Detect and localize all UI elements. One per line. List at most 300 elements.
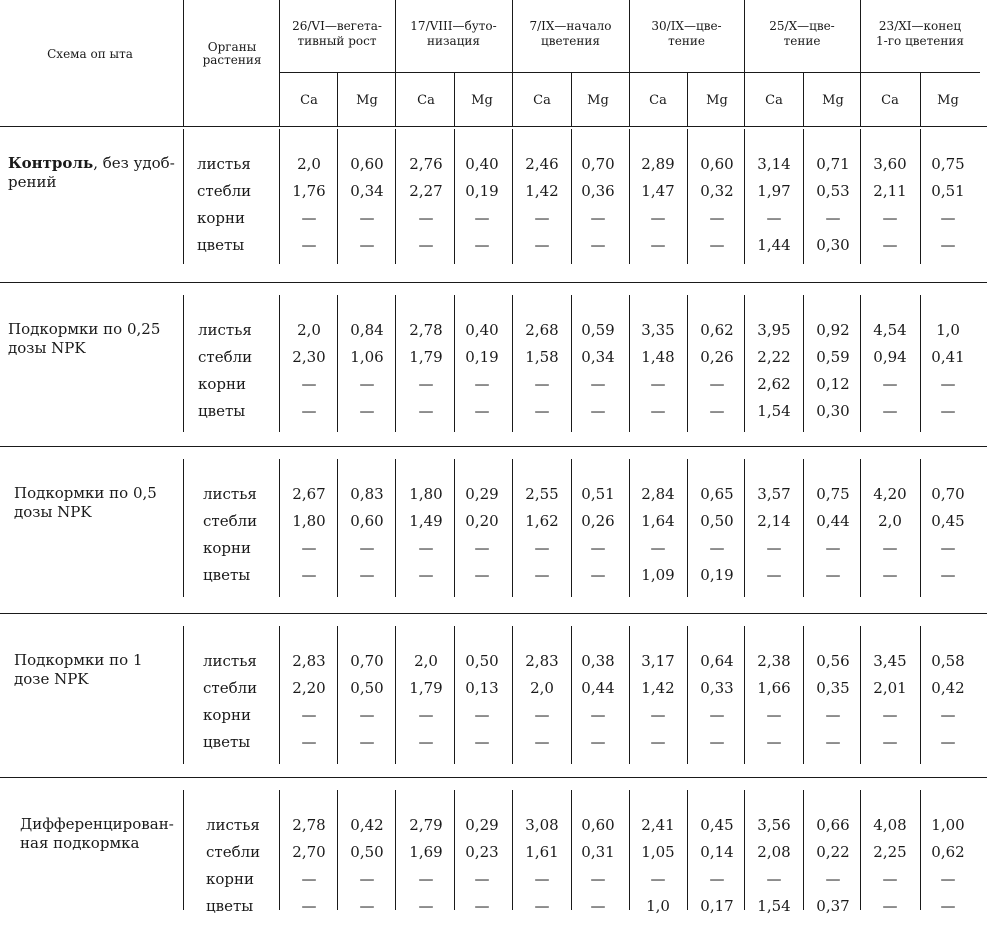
table-cell: —: [766, 539, 782, 557]
table-cell: —: [709, 870, 725, 888]
table-cell: 0,23: [465, 843, 499, 861]
table-cell: —: [534, 706, 550, 724]
table-cell: 2,84: [641, 485, 675, 503]
organ-label: цветы: [206, 897, 254, 915]
group-vline: [920, 459, 921, 597]
table-cell: 2,0: [297, 321, 321, 339]
table-cell: —: [418, 706, 434, 724]
table-cell: —: [590, 402, 606, 420]
table-cell: 1,80: [292, 512, 326, 530]
table-cell: 2,0: [414, 652, 438, 670]
table-cell: —: [359, 897, 375, 915]
group-vline: [803, 129, 804, 264]
group-vline: [744, 129, 745, 264]
header-vline: [629, 0, 630, 126]
mg-subheader: Mg: [356, 93, 378, 108]
table-cell: 0,92: [816, 321, 850, 339]
table-cell: —: [590, 566, 606, 584]
table-cell: 0,45: [931, 512, 965, 530]
group-vline: [279, 626, 280, 764]
table-cell: 0,75: [931, 155, 965, 173]
group-vline: [395, 129, 396, 264]
table-cell: 0,42: [350, 816, 384, 834]
table-cell: 1,79: [409, 679, 443, 697]
organ-label: стебли: [198, 348, 253, 366]
group-divider: [0, 613, 987, 614]
table-cell: —: [766, 566, 782, 584]
table-cell: —: [474, 375, 490, 393]
organ-label: цветы: [203, 733, 251, 751]
organ-label: цветы: [197, 236, 245, 254]
group-vline: [454, 626, 455, 764]
table-cell: —: [882, 897, 898, 915]
scheme-label-text: Подкормки по 0,25: [8, 320, 161, 338]
group-vline: [279, 129, 280, 264]
header-vline: [860, 0, 861, 126]
table-cell: 3,08: [525, 816, 559, 834]
group-vline: [744, 790, 745, 910]
table-cell: —: [474, 209, 490, 227]
table-cell: —: [882, 733, 898, 751]
organ-label: корни: [203, 539, 252, 557]
group-vline: [744, 295, 745, 432]
table-cell: 2,25: [873, 843, 907, 861]
organ-label: листья: [197, 155, 251, 173]
table-cell: 2,67: [292, 485, 326, 503]
group-vline: [629, 790, 630, 910]
group-vline: [183, 459, 184, 597]
header-vline: [279, 0, 280, 126]
ca-subheader: Ca: [300, 93, 318, 108]
scheme-label-text: Подкормки по 1: [14, 651, 143, 669]
table-cell: —: [825, 733, 841, 751]
period-header-line2: тение: [668, 34, 705, 48]
table-cell: —: [590, 539, 606, 557]
table-cell: —: [534, 539, 550, 557]
table-cell: 0,70: [350, 652, 384, 670]
table-cell: 3,35: [641, 321, 675, 339]
table-cell: 1,61: [525, 843, 559, 861]
table-cell: 1,44: [757, 236, 791, 254]
table-cell: 0,40: [465, 155, 499, 173]
scheme-label: [14, 484, 157, 503]
table-cell: 0,59: [581, 321, 615, 339]
table-cell: —: [474, 539, 490, 557]
table-cell: 0,22: [816, 843, 850, 861]
table-cell: —: [650, 209, 666, 227]
table-cell: —: [359, 566, 375, 584]
table-cell: 0,62: [700, 321, 734, 339]
period-header-line1: 17/VIII—буто-: [410, 19, 497, 33]
table-cell: 1,00: [931, 816, 965, 834]
table-cell: —: [766, 733, 782, 751]
table-cell: —: [825, 539, 841, 557]
table-cell: 0,58: [931, 652, 965, 670]
table-cell: —: [418, 375, 434, 393]
table-cell: 0,56: [816, 652, 850, 670]
mg-subheader: Mg: [471, 93, 493, 108]
table-cell: 3,14: [757, 155, 791, 173]
table-cell: —: [650, 539, 666, 557]
table-cell: 0,50: [350, 679, 384, 697]
table-cell: —: [825, 209, 841, 227]
table-cell: 0,83: [350, 485, 384, 503]
table-cell: —: [534, 402, 550, 420]
table-cell: 0,26: [700, 348, 734, 366]
header-vline: [744, 0, 745, 126]
table-cell: —: [359, 375, 375, 393]
group-vline: [687, 129, 688, 264]
table-cell: 2,27: [409, 182, 443, 200]
table-cell: —: [534, 733, 550, 751]
table-cell: 2,55: [525, 485, 559, 503]
organ-label: стебли: [203, 512, 258, 530]
table-cell: 1,80: [409, 485, 443, 503]
table-cell: 0,32: [700, 182, 734, 200]
table-cell: 0,36: [581, 182, 615, 200]
table-cell: —: [590, 375, 606, 393]
organ-label: стебли: [203, 679, 258, 697]
table-cell: 1,58: [525, 348, 559, 366]
ca-subheader: Ca: [649, 93, 667, 108]
table-cell: 2,70: [292, 843, 326, 861]
table-cell: —: [418, 402, 434, 420]
scheme-header: Схема оп ыта: [47, 47, 133, 61]
table-cell: —: [474, 402, 490, 420]
group-vline: [395, 790, 396, 910]
group-vline: [571, 129, 572, 264]
header-vline: [571, 72, 572, 126]
table-cell: 0,59: [816, 348, 850, 366]
group-vline: [860, 790, 861, 910]
table-cell: 1,09: [641, 566, 675, 584]
table-cell: 2,78: [292, 816, 326, 834]
table-cell: —: [650, 706, 666, 724]
header-vline: [803, 72, 804, 126]
table-cell: 0,33: [700, 679, 734, 697]
table-cell: 1,0: [936, 321, 960, 339]
scheme-label-text: , без удоб-: [93, 154, 175, 172]
table-cell: —: [882, 706, 898, 724]
group-vline: [454, 295, 455, 432]
scheme-label-line2: рений: [8, 173, 57, 191]
ca-subheader: Ca: [417, 93, 435, 108]
table-cell: 2,0: [297, 155, 321, 173]
table-cell: —: [418, 897, 434, 915]
table-cell: —: [418, 566, 434, 584]
ca-subheader: Ca: [765, 93, 783, 108]
table-cell: —: [359, 733, 375, 751]
table-cell: —: [882, 236, 898, 254]
table-cell: —: [418, 870, 434, 888]
table-cell: —: [534, 236, 550, 254]
table-cell: 2,0: [878, 512, 902, 530]
table-cell: 1,62: [525, 512, 559, 530]
period-header-line2: тивный рост: [297, 34, 377, 48]
table-cell: 2,01: [873, 679, 907, 697]
table-cell: 2,83: [525, 652, 559, 670]
group-vline: [279, 459, 280, 597]
table-cell: —: [590, 870, 606, 888]
group-vline: [803, 626, 804, 764]
table-cell: 0,30: [816, 236, 850, 254]
table-cell: 1,66: [757, 679, 791, 697]
group-vline: [454, 790, 455, 910]
group-vline: [183, 790, 184, 910]
table-cell: 2,11: [873, 182, 907, 200]
group-vline: [337, 129, 338, 264]
table-cell: —: [301, 733, 317, 751]
table-cell: 3,56: [757, 816, 791, 834]
header-vline: [395, 0, 396, 126]
organ-label: листья: [203, 485, 257, 503]
table-cell: 1,05: [641, 843, 675, 861]
table-cell: 0,70: [931, 485, 965, 503]
organ-label: листья: [203, 652, 257, 670]
table-cell: 2,30: [292, 348, 326, 366]
period-header-line2: тение: [783, 34, 821, 48]
table-cell: 0,20: [465, 512, 499, 530]
table-cell: 0,44: [581, 679, 615, 697]
group-vline: [337, 626, 338, 764]
table-cell: 0,34: [581, 348, 615, 366]
table-cell: 1,76: [292, 182, 326, 200]
table-cell: —: [766, 209, 782, 227]
table-cell: —: [940, 706, 956, 724]
table-cell: 1,42: [641, 679, 675, 697]
table-cell: —: [882, 870, 898, 888]
group-vline: [629, 459, 630, 597]
table-cell: —: [359, 209, 375, 227]
table-cell: —: [709, 706, 725, 724]
table-cell: 2,38: [757, 652, 791, 670]
group-vline: [183, 129, 184, 264]
table-cell: —: [650, 870, 666, 888]
table-cell: —: [590, 209, 606, 227]
table-cell: 3,95: [757, 321, 791, 339]
table-cell: 0,51: [931, 182, 965, 200]
group-vline: [687, 626, 688, 764]
table-cell: 2,76: [409, 155, 443, 173]
group-vline: [395, 626, 396, 764]
table-cell: 1,06: [350, 348, 384, 366]
table-cell: 0,70: [581, 155, 615, 173]
table-cell: —: [418, 539, 434, 557]
table-cell: 0,29: [465, 485, 499, 503]
period-header-line2: 1-го цветения: [876, 34, 964, 48]
table-cell: —: [534, 566, 550, 584]
table-cell: —: [301, 566, 317, 584]
group-vline: [512, 459, 513, 597]
header-top-rule: [280, 72, 980, 73]
table-cell: —: [940, 236, 956, 254]
table-cell: —: [590, 897, 606, 915]
table-cell: —: [590, 706, 606, 724]
table-cell: —: [882, 539, 898, 557]
header-vline: [920, 72, 921, 126]
table-cell: —: [301, 402, 317, 420]
table-cell: —: [301, 870, 317, 888]
table-cell: —: [709, 375, 725, 393]
table-cell: 0,50: [350, 843, 384, 861]
table-cell: —: [650, 402, 666, 420]
table-cell: —: [534, 870, 550, 888]
table-cell: 0,29: [465, 816, 499, 834]
table-cell: —: [474, 236, 490, 254]
table-cell: —: [474, 566, 490, 584]
scheme-label: [14, 651, 143, 670]
table-cell: 1,48: [641, 348, 675, 366]
table-cell: 3,45: [873, 652, 907, 670]
table-cell: 1,97: [757, 182, 791, 200]
group-vline: [860, 295, 861, 432]
group-vline: [920, 295, 921, 432]
group-vline: [395, 295, 396, 432]
table-cell: —: [940, 209, 956, 227]
table-cell: 0,38: [581, 652, 615, 670]
table-cell: 0,64: [700, 652, 734, 670]
group-vline: [279, 295, 280, 432]
mg-subheader: Mg: [706, 93, 728, 108]
table-cell: 2,89: [641, 155, 675, 173]
table-cell: 0,41: [931, 348, 965, 366]
table-cell: 2,0: [530, 679, 554, 697]
table-cell: —: [882, 402, 898, 420]
period-header-line1: 26/VI—вегета-: [292, 19, 382, 33]
mg-subheader: Mg: [822, 93, 844, 108]
group-vline: [337, 459, 338, 597]
group-vline: [512, 295, 513, 432]
table-cell: 1,42: [525, 182, 559, 200]
table-cell: —: [825, 870, 841, 888]
header-bottom-rule: [0, 126, 987, 127]
table-cell: —: [940, 870, 956, 888]
table-cell: 0,34: [350, 182, 384, 200]
table-cell: —: [359, 706, 375, 724]
table-cell: 0,26: [581, 512, 615, 530]
table-cell: —: [474, 733, 490, 751]
table-cell: —: [940, 539, 956, 557]
table-cell: —: [825, 566, 841, 584]
scheme-label-line2: ная подкормка: [20, 834, 140, 852]
table-cell: 0,60: [350, 155, 384, 173]
table-cell: —: [940, 566, 956, 584]
group-vline: [687, 459, 688, 597]
table-cell: 2,68: [525, 321, 559, 339]
table-cell: 3,57: [757, 485, 791, 503]
table-cell: 1,79: [409, 348, 443, 366]
group-vline: [279, 790, 280, 910]
table-cell: —: [590, 733, 606, 751]
group-vline: [687, 295, 688, 432]
group-vline: [395, 459, 396, 597]
table-cell: —: [709, 539, 725, 557]
group-vline: [571, 626, 572, 764]
group-vline: [920, 129, 921, 264]
scheme-label: [8, 154, 175, 173]
table-cell: 2,41: [641, 816, 675, 834]
table-cell: —: [301, 209, 317, 227]
ca-subheader: Ca: [533, 93, 551, 108]
table-cell: —: [359, 236, 375, 254]
organ-label: стебли: [197, 182, 252, 200]
table-cell: —: [301, 706, 317, 724]
ca-subheader: Ca: [881, 93, 899, 108]
table-cell: —: [709, 209, 725, 227]
table-cell: 0,14: [700, 843, 734, 861]
table-cell: —: [359, 870, 375, 888]
group-vline: [629, 129, 630, 264]
table-cell: —: [940, 402, 956, 420]
table-cell: 0,35: [816, 679, 850, 697]
scheme-label-line2: дозы NPK: [8, 339, 86, 357]
table-cell: 2,83: [292, 652, 326, 670]
group-vline: [571, 459, 572, 597]
table-cell: 2,20: [292, 679, 326, 697]
mg-subheader: Mg: [587, 93, 609, 108]
table-cell: 0,42: [931, 679, 965, 697]
header-vline: [183, 0, 184, 126]
table-cell: 0,17: [700, 897, 734, 915]
group-vline: [183, 626, 184, 764]
period-header-line2: цветения: [541, 34, 600, 48]
group-vline: [183, 295, 184, 432]
table-cell: 0,44: [816, 512, 850, 530]
table-cell: 3,60: [873, 155, 907, 173]
table-cell: 2,78: [409, 321, 443, 339]
scheme-label: [8, 320, 160, 339]
group-vline: [920, 790, 921, 910]
table-cell: 2,46: [525, 155, 559, 173]
table-cell: —: [590, 236, 606, 254]
scheme-label-line2: дозе NPK: [14, 670, 89, 688]
organ-label: стебли: [206, 843, 261, 861]
table-cell: 1,54: [757, 402, 791, 420]
table-cell: —: [474, 706, 490, 724]
group-vline: [512, 626, 513, 764]
table-cell: —: [301, 375, 317, 393]
organ-label: корни: [203, 706, 252, 724]
table-cell: —: [766, 706, 782, 724]
table-cell: 0,19: [465, 348, 499, 366]
header-vline: [687, 72, 688, 126]
group-vline: [687, 790, 688, 910]
header-vline: [454, 72, 455, 126]
organ-label: листья: [198, 321, 252, 339]
scheme-label-bold: Контроль: [8, 154, 94, 172]
table-cell: —: [359, 539, 375, 557]
group-vline: [337, 790, 338, 910]
table-cell: 0,60: [581, 816, 615, 834]
table-cell: 0,62: [931, 843, 965, 861]
table-cell: 0,19: [700, 566, 734, 584]
group-vline: [512, 790, 513, 910]
table-cell: —: [650, 375, 666, 393]
table-cell: 2,14: [757, 512, 791, 530]
group-vline: [744, 459, 745, 597]
table-cell: 0,50: [700, 512, 734, 530]
table-cell: 2,79: [409, 816, 443, 834]
table-cell: 0,50: [465, 652, 499, 670]
table-cell: —: [474, 870, 490, 888]
table-cell: 0,94: [873, 348, 907, 366]
period-header-line1: 7/IX—начало: [529, 19, 612, 33]
table-cell: —: [301, 539, 317, 557]
table-cell: 1,47: [641, 182, 675, 200]
table-cell: —: [882, 375, 898, 393]
organ-label: корни: [197, 209, 246, 227]
group-vline: [512, 129, 513, 264]
